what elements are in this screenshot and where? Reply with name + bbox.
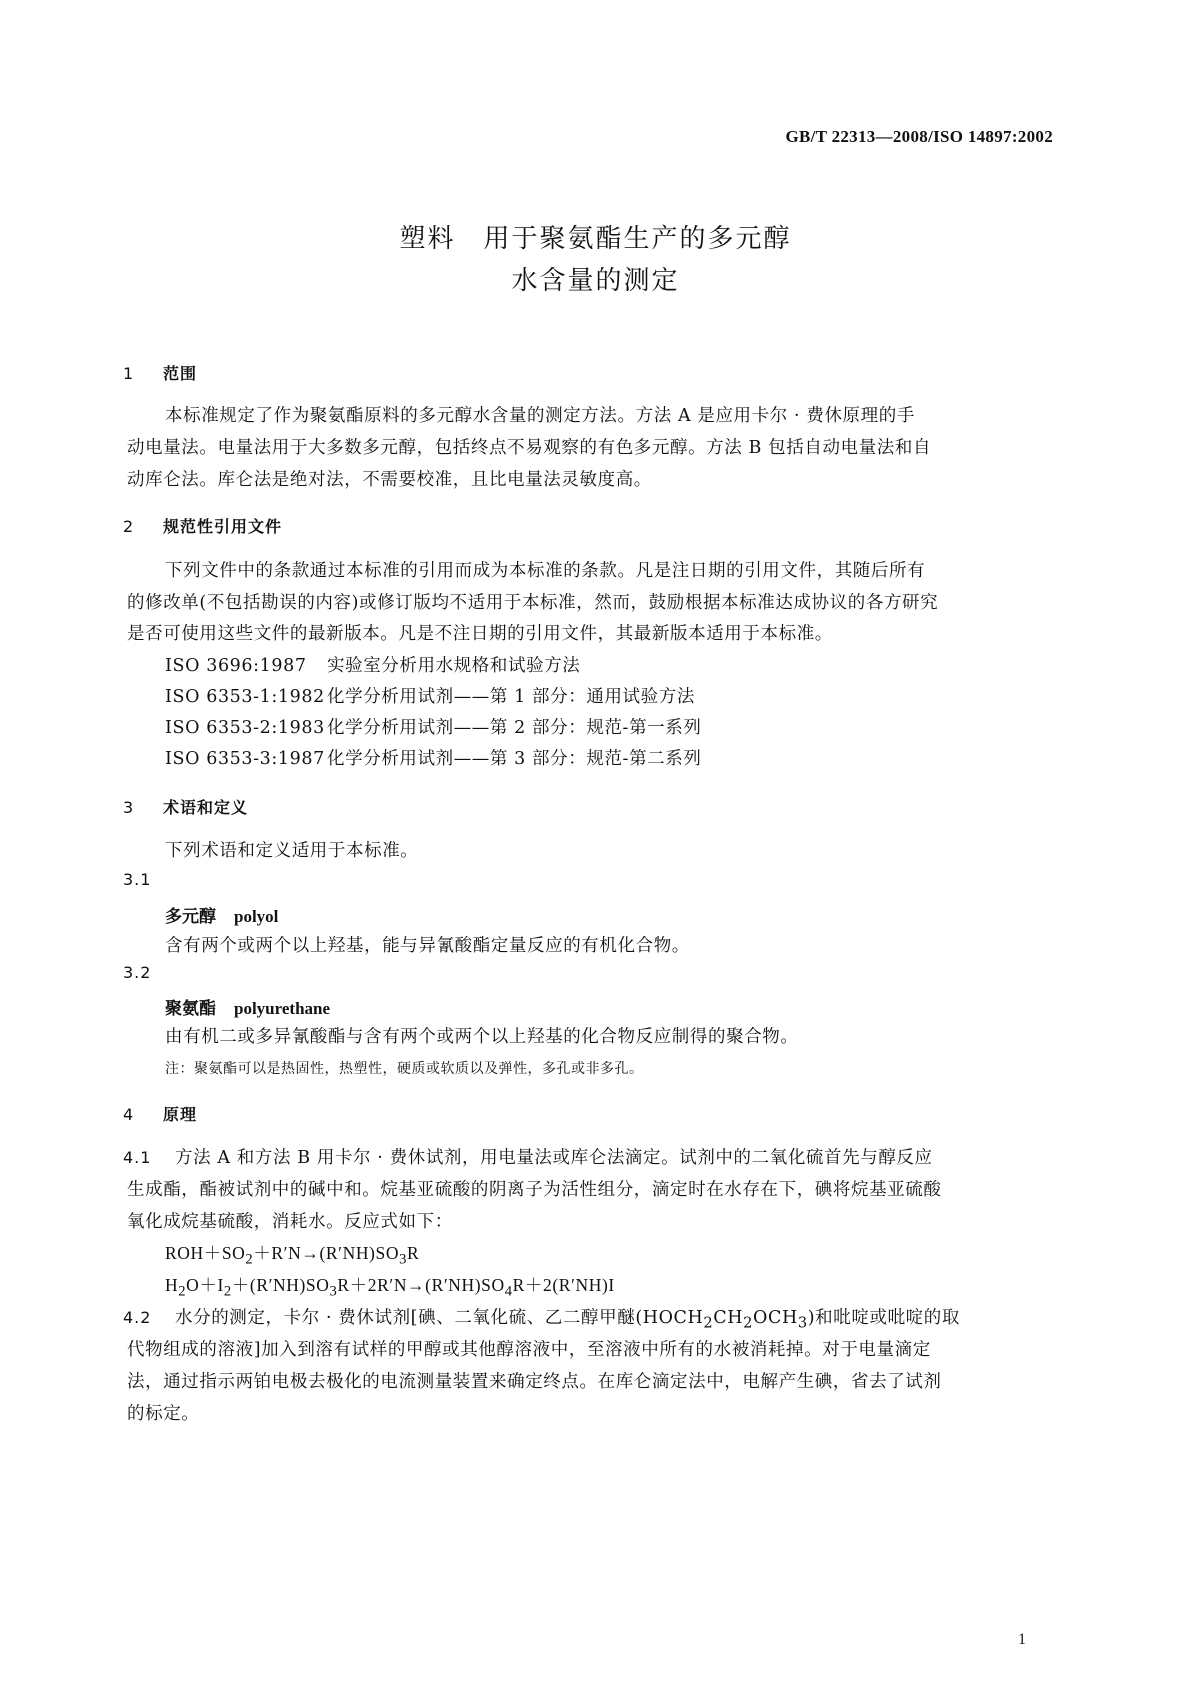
reference-code: ISO 6353-1:1982 — [165, 687, 325, 707]
page-number: 1 — [1018, 1631, 1026, 1648]
paragraph-line — [123, 1144, 933, 1169]
reference-title: 实验室分析用水规格和试验方法 — [327, 656, 581, 676]
section-number: 4 — [123, 1105, 135, 1124]
reference-item — [165, 683, 695, 708]
clause-text: 水分的测定，卡尔 · 费休试剂[碘、二氧化硫、乙二醇甲醚$(HOCH_2CH_2OCH_3)$和吡啶或吡啶的取 — [175, 1308, 960, 1332]
reference-title: 化学分析用试剂——第 3 部分：规范-第二系列 — [327, 749, 702, 769]
standard-code: GB/T 22313—2008/ISO 14897:2002 — [785, 127, 1053, 146]
reference-title: 化学分析用试剂——第 2 部分：规范-第一系列 — [327, 718, 702, 738]
term-english: polyurethane — [234, 999, 331, 1018]
section-1-heading — [123, 361, 197, 384]
reference-item — [165, 652, 580, 677]
reaction-formula-1: $ROH+SO_2+R'N\to(R'NH)SO_3R$ — [165, 1243, 420, 1268]
clause-text: 方法 A 和方法 B 用卡尔 · 费休试剂，用电量法或库仑法滴定。试剂中的二氧化硫首先与醇反应 — [175, 1148, 933, 1168]
paragraph-line: 下列文件中的条款通过本标准的引用而成为本标准的条款。凡是注日期的引用文件，其随后所有 — [165, 561, 926, 581]
section-number: 2 — [123, 517, 135, 536]
paragraph-line: 法，通过指示两铂电极去极化的电流测量装置来确定终点。在库仑滴定法中，电解产生碘，省去了试剂 — [127, 1372, 942, 1392]
reaction-formula-2: $H_2O+I_2+(R'NH)SO_3R+2R'N\to(R'NH)SO_4R+2(R'NH)I$ — [165, 1275, 615, 1300]
paragraph-line: 的修改单(不包括勘误的内容)或修订版均不适用于本标准，然而，鼓励根据本标准达成协议的各方研究 — [127, 593, 939, 613]
clause-number: 4.2 — [123, 1308, 152, 1327]
page-title-line2: 水含量的测定 — [511, 266, 680, 296]
term-chinese: 多元醇 — [165, 907, 216, 927]
term-chinese: 聚氨酯 — [165, 999, 216, 1019]
paragraph-line: 的标定。 — [127, 1404, 200, 1424]
paragraph-line: 下列术语和定义适用于本标准。 — [165, 841, 419, 861]
section-2-heading — [123, 514, 282, 537]
term-heading — [165, 994, 330, 1019]
reference-code: ISO 6353-2:1983 — [165, 718, 325, 738]
term-heading — [165, 902, 278, 927]
reference-code: ISO 3696:1987 — [165, 656, 307, 676]
section-title: 范围 — [163, 364, 198, 383]
reference-item — [165, 714, 701, 739]
page-title-line1: 塑料 用于聚氨酯生产的多元醇 — [399, 224, 792, 254]
section-title: 术语和定义 — [163, 798, 249, 817]
note: 注：聚氨酯可以是热固性，热塑性，硬质或软质以及弹性，多孔或非多孔。 — [165, 1061, 644, 1077]
paragraph-line — [123, 1304, 960, 1332]
section-number: 3 — [123, 798, 135, 817]
section-4-heading — [123, 1102, 197, 1125]
paragraph-line: 动库仑法。库仑法是绝对法，不需要校准，且比电量法灵敏度高。 — [127, 470, 652, 490]
section-3-heading — [123, 795, 248, 818]
paragraph-line: 代物组成的溶液]加入到溶有试样的甲醇或其他醇溶液中，至溶液中所有的水被消耗掉。对于电量滴定 — [127, 1340, 931, 1360]
term-number: 3.2 — [123, 963, 152, 982]
term-number: 3.1 — [123, 870, 152, 889]
paragraph-line: 本标准规定了作为聚氨酯原料的多元醇水含量的测定方法。方法 A 是应用卡尔 · 费休原理的手 — [165, 406, 915, 426]
section-title: 规范性引用文件 — [163, 517, 283, 536]
section-number: 1 — [123, 364, 135, 383]
term-english: polyol — [234, 907, 279, 926]
reference-item — [165, 745, 701, 770]
term-definition: 由有机二或多异氰酸酯与含有两个或两个以上羟基的化合物反应制得的聚合物。 — [165, 1027, 799, 1047]
paragraph-line: 生成酯，酯被试剂中的碱中和。烷基亚硫酸的阴离子为活性组分，滴定时在水存在下，碘将烷基亚硫酸 — [127, 1180, 942, 1200]
reference-code: ISO 6353-3:1987 — [165, 749, 325, 769]
paragraph-line: 氧化成烷基硫酸，消耗水。反应式如下： — [127, 1212, 453, 1232]
clause-number: 4.1 — [123, 1148, 152, 1167]
term-definition: 含有两个或两个以上羟基，能与异氰酸酯定量反应的有机化合物。 — [165, 936, 690, 956]
section-title: 原理 — [163, 1105, 198, 1124]
paragraph-line: 动电量法。电量法用于大多数多元醇，包括终点不易观察的有色多元醇。方法 B 包括自动电量法和自 — [127, 438, 932, 458]
paragraph-line: 是否可使用这些文件的最新版本。凡是不注日期的引用文件，其最新版本适用于本标准。 — [127, 624, 833, 644]
reference-title: 化学分析用试剂——第 1 部分：通用试验方法 — [327, 687, 695, 707]
